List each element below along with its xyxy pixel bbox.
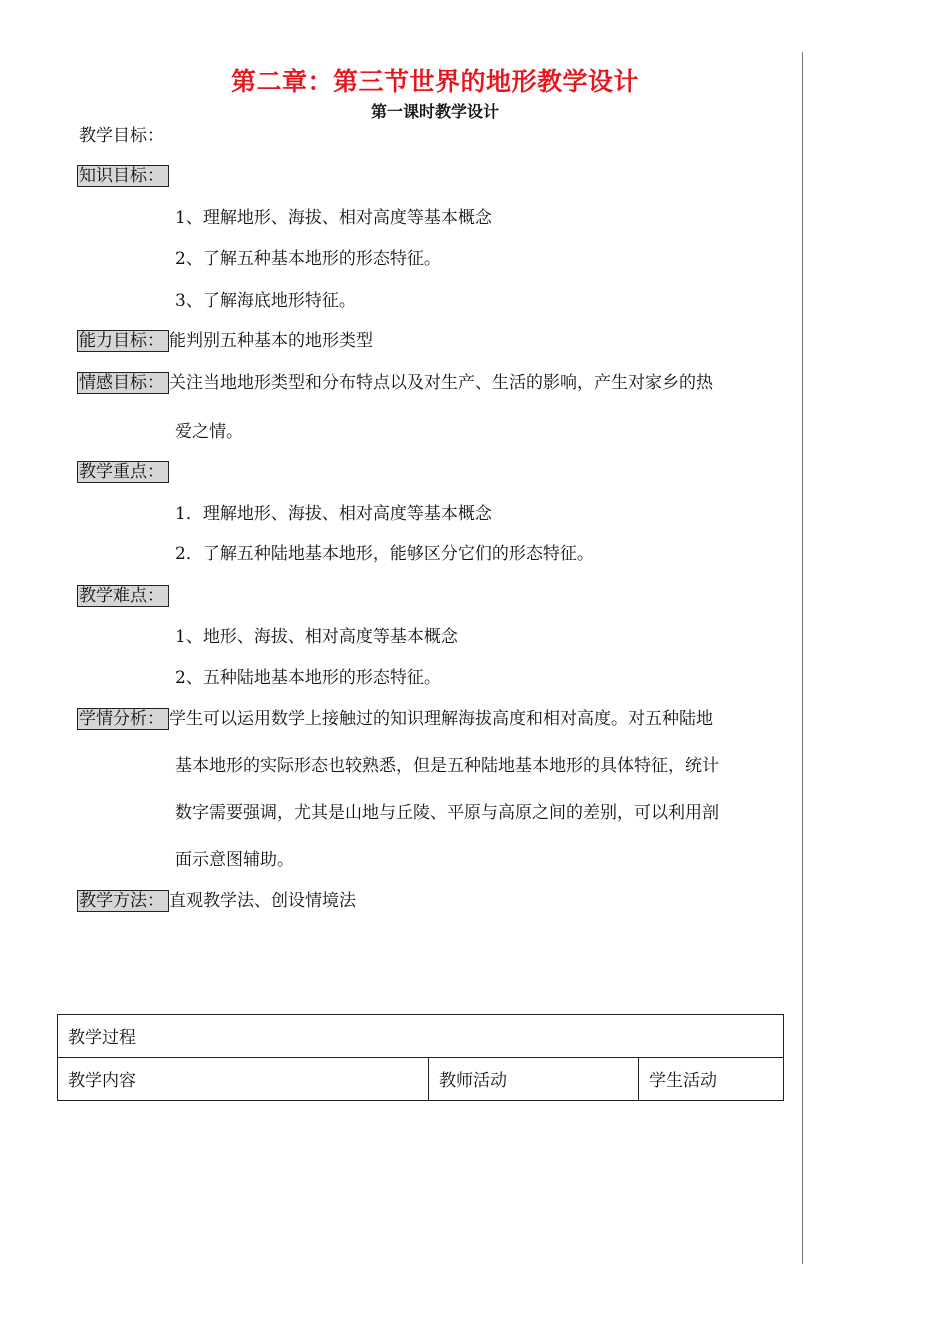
difficulties-row: [77, 585, 169, 607]
emotion-goal-text: 关注当地地形类型和分布特点以及对生产、生活的影响，产生对家乡的热: [169, 373, 713, 393]
emotion-goal-row: [77, 372, 713, 394]
difficulties-tag: 教学难点：: [77, 585, 169, 607]
document-title: 第二章：第三节世界的地形教学设计: [230, 67, 639, 96]
table-header-cell: 教学过程: [58, 1015, 784, 1058]
method-tag: 教学方法：: [77, 890, 169, 912]
page-margin-line: [802, 52, 803, 1264]
knowledge-goal-tag: 知识目标：: [77, 165, 169, 187]
ability-goal-row: [77, 330, 373, 352]
column-teacher-activity: 教师活动: [429, 1058, 639, 1101]
knowledge-goal-row: [77, 165, 169, 187]
method-text: 直观教学法、创设情境法: [169, 891, 356, 911]
analysis-text-cont: 基本地形的实际形态也较熟悉，但是五种陆地基本地形的具体特征，统计: [175, 756, 719, 776]
column-student-activity: 学生活动: [639, 1058, 784, 1101]
document-subtitle: 第一课时教学设计: [370, 102, 499, 121]
key-points-tag: 教学重点：: [77, 461, 169, 483]
emotion-goal-text-cont: 爱之情。: [175, 422, 243, 442]
column-teaching-content: 教学内容: [58, 1058, 429, 1101]
method-row: [77, 890, 356, 912]
ability-goal-tag: 能力目标：: [77, 330, 169, 352]
analysis-text: 学生可以运用数学上接触过的知识理解海拔高度和相对高度。对五种陆地: [169, 709, 713, 729]
analysis-row: [77, 708, 713, 730]
teaching-process-table: [57, 1014, 784, 1101]
key-points-row: [77, 461, 169, 483]
difficulty-item: 2、五种陆地基本地形的形态特征。: [175, 668, 441, 688]
knowledge-item: 2、了解五种基本地形的形态特征。: [175, 249, 441, 269]
difficulty-item: 1、地形、海拔、相对高度等基本概念: [175, 627, 458, 647]
ability-goal-text: 能判别五种基本的地形类型: [169, 331, 373, 351]
emotion-goal-tag: 情感目标：: [77, 372, 169, 394]
key-point-item: 1．理解地形、海拔、相对高度等基本概念: [175, 504, 492, 524]
analysis-text-cont: 面示意图辅助。: [175, 850, 294, 870]
goals-heading: 教学目标：: [79, 126, 164, 146]
analysis-text-cont: 数字需要强调，尤其是山地与丘陵、平原与高原之间的差别，可以利用剖: [175, 803, 719, 823]
key-point-item: 2．了解五种陆地基本地形，能够区分它们的形态特征。: [175, 544, 594, 564]
knowledge-item: 1、理解地形、海拔、相对高度等基本概念: [175, 208, 492, 228]
analysis-tag: 学情分析：: [77, 708, 169, 730]
table-header-row: [58, 1015, 784, 1058]
knowledge-item: 3、了解海底地形特征。: [175, 291, 356, 311]
table-row: [58, 1058, 784, 1101]
